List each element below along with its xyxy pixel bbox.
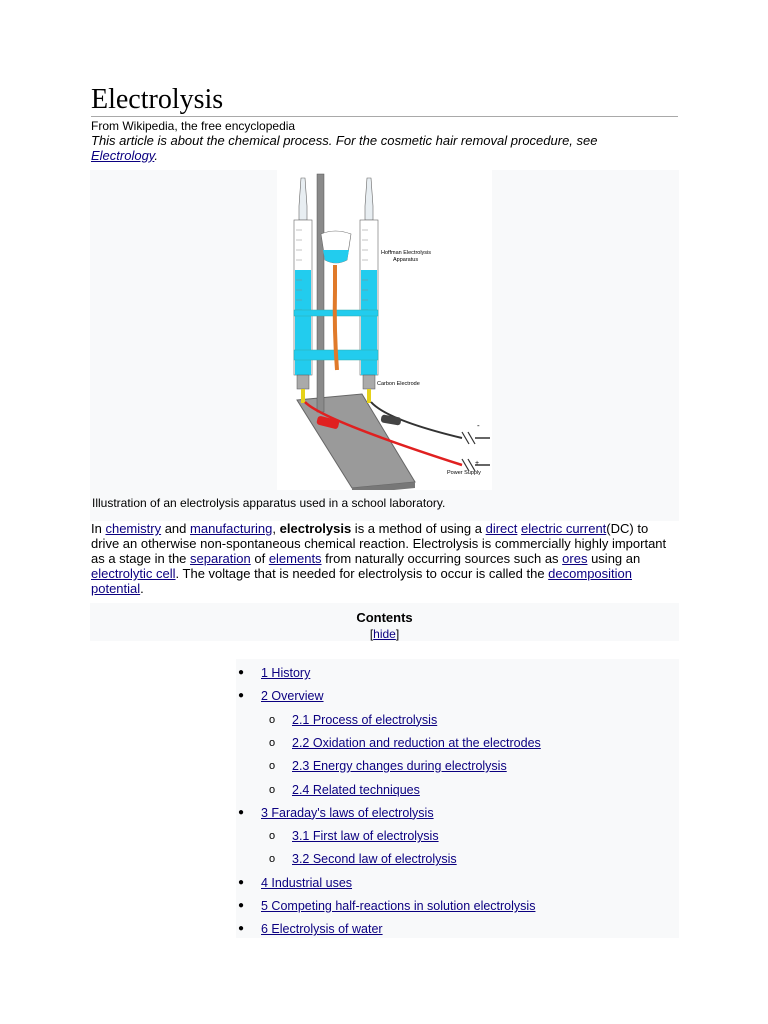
toc-header: [90, 603, 679, 641]
lead-text: In: [91, 521, 106, 536]
circle-bullet-icon: o: [269, 736, 276, 749]
page-title: Electrolysis: [91, 84, 224, 115]
lead-text: . The voltage that is needed for electrolysis to occur is called the: [175, 566, 549, 581]
electrolysis-apparatus-image[interactable]: [277, 170, 492, 490]
lead-text: ,: [272, 521, 280, 536]
link-direct[interactable]: direct: [485, 521, 518, 536]
svg-text:+: +: [475, 460, 480, 467]
link-ores[interactable]: ores: [562, 551, 588, 566]
bracket: ]: [395, 627, 400, 641]
link-electrology[interactable]: Electrology: [91, 148, 155, 163]
toc-item-link[interactable]: 1 History: [261, 666, 311, 680]
link-elements[interactable]: elements: [268, 551, 322, 566]
link-decomposition-potential[interactable]: decomposition potential: [91, 566, 632, 596]
toc-item-link[interactable]: 5 Competing half-reactions in solution electrolysis: [261, 899, 536, 913]
lead-text: using an: [587, 551, 641, 566]
figure-caption: Illustration of an electrolysis apparatus used in a school laboratory.: [92, 496, 446, 510]
link-manufacturing[interactable]: manufacturing: [190, 521, 273, 536]
toc-item[interactable]: [236, 825, 679, 847]
bullet-icon: ●: [238, 900, 245, 911]
hatnote: [91, 133, 651, 163]
bullet-icon: ●: [238, 667, 245, 678]
svg-text:-: -: [477, 421, 480, 430]
circle-bullet-icon: o: [269, 713, 276, 726]
lead-bold-term: electrolysis: [279, 521, 352, 536]
toc-item[interactable]: [236, 779, 679, 801]
toc-title: Contents: [356, 610, 413, 625]
toc-item-link[interactable]: 3.2 Second law of electrolysis: [292, 852, 457, 867]
toc-item-link[interactable]: 2 Overview: [261, 689, 324, 704]
link-electric-current[interactable]: electric current: [521, 521, 607, 536]
toc-item-link[interactable]: 2.2 Oxidation and reduction at the electrodes: [292, 735, 541, 750]
site-tagline: From Wikipedia, the free encyclopedia: [91, 119, 296, 133]
bullet-icon: ●: [238, 806, 245, 818]
toc-item[interactable]: [236, 872, 679, 894]
circle-bullet-icon: o: [269, 853, 276, 866]
toc-item[interactable]: [236, 685, 679, 707]
bracket: [: [369, 627, 374, 641]
svg-text:Apparatus: Apparatus: [393, 257, 419, 263]
toc-hide-link[interactable]: hide: [373, 627, 396, 641]
toc-item[interactable]: [236, 709, 679, 731]
circle-bullet-icon: o: [269, 783, 276, 796]
hatnote-text: This article is about the chemical process. For the cosmetic hair removal procedure, see: [91, 133, 598, 148]
lead-text: .: [140, 581, 144, 596]
hatnote-end: .: [154, 148, 158, 163]
title-divider: [91, 116, 678, 117]
lead-text: and: [161, 521, 191, 536]
toc-item[interactable]: [236, 662, 679, 684]
circle-bullet-icon: o: [269, 760, 276, 773]
lead-paragraph: [91, 521, 679, 596]
toc-item-link[interactable]: 3 Faraday's laws of electrolysis: [261, 805, 434, 820]
toc-item-link[interactable]: 4 Industrial uses: [261, 875, 353, 890]
lead-text: (DC) to drive an otherwise non-spontaneous chemical reaction. Electrolysis is commercially highly important as a stage in the: [91, 521, 667, 566]
toc-item[interactable]: [236, 732, 679, 754]
link-electrolytic-cell[interactable]: electrolytic cell: [91, 566, 176, 581]
svg-text:Power Supply: Power Supply: [447, 470, 481, 476]
toc-item-link[interactable]: 3.1 First law of electrolysis: [292, 829, 439, 844]
link-chemistry[interactable]: chemistry: [105, 521, 162, 536]
toc-item[interactable]: [236, 802, 679, 824]
toc-item[interactable]: [236, 755, 679, 777]
bullet-icon: ●: [238, 923, 245, 935]
figure-box: [90, 170, 679, 521]
bullet-icon: ●: [238, 876, 245, 888]
circle-bullet-icon: o: [269, 830, 276, 843]
toc-list: [236, 659, 679, 938]
toc-item-link[interactable]: 2.1 Process of electrolysis: [292, 712, 438, 727]
toc-toggle: [90, 627, 679, 641]
lead-text: is a method of using a: [351, 521, 486, 536]
svg-text:Hoffman Electrolysis: Hoffman Electrolysis: [381, 250, 432, 256]
bullet-icon: ●: [238, 690, 245, 702]
toc-item-link[interactable]: 6 Electrolysis of water: [261, 922, 383, 937]
lead-text: from naturally occurring sources such as: [321, 551, 563, 566]
lead-text: of: [250, 551, 269, 566]
toc-item[interactable]: [236, 895, 679, 917]
toc-item-link[interactable]: 2.4 Related techniques: [292, 782, 420, 797]
svg-text:Carbon Electrode: Carbon Electrode: [377, 381, 420, 387]
toc-item-link[interactable]: 2.3 Energy changes during electrolysis: [292, 759, 507, 774]
link-separation[interactable]: separation: [190, 551, 251, 566]
toc-item[interactable]: [236, 848, 679, 870]
toc-item[interactable]: [236, 918, 679, 940]
